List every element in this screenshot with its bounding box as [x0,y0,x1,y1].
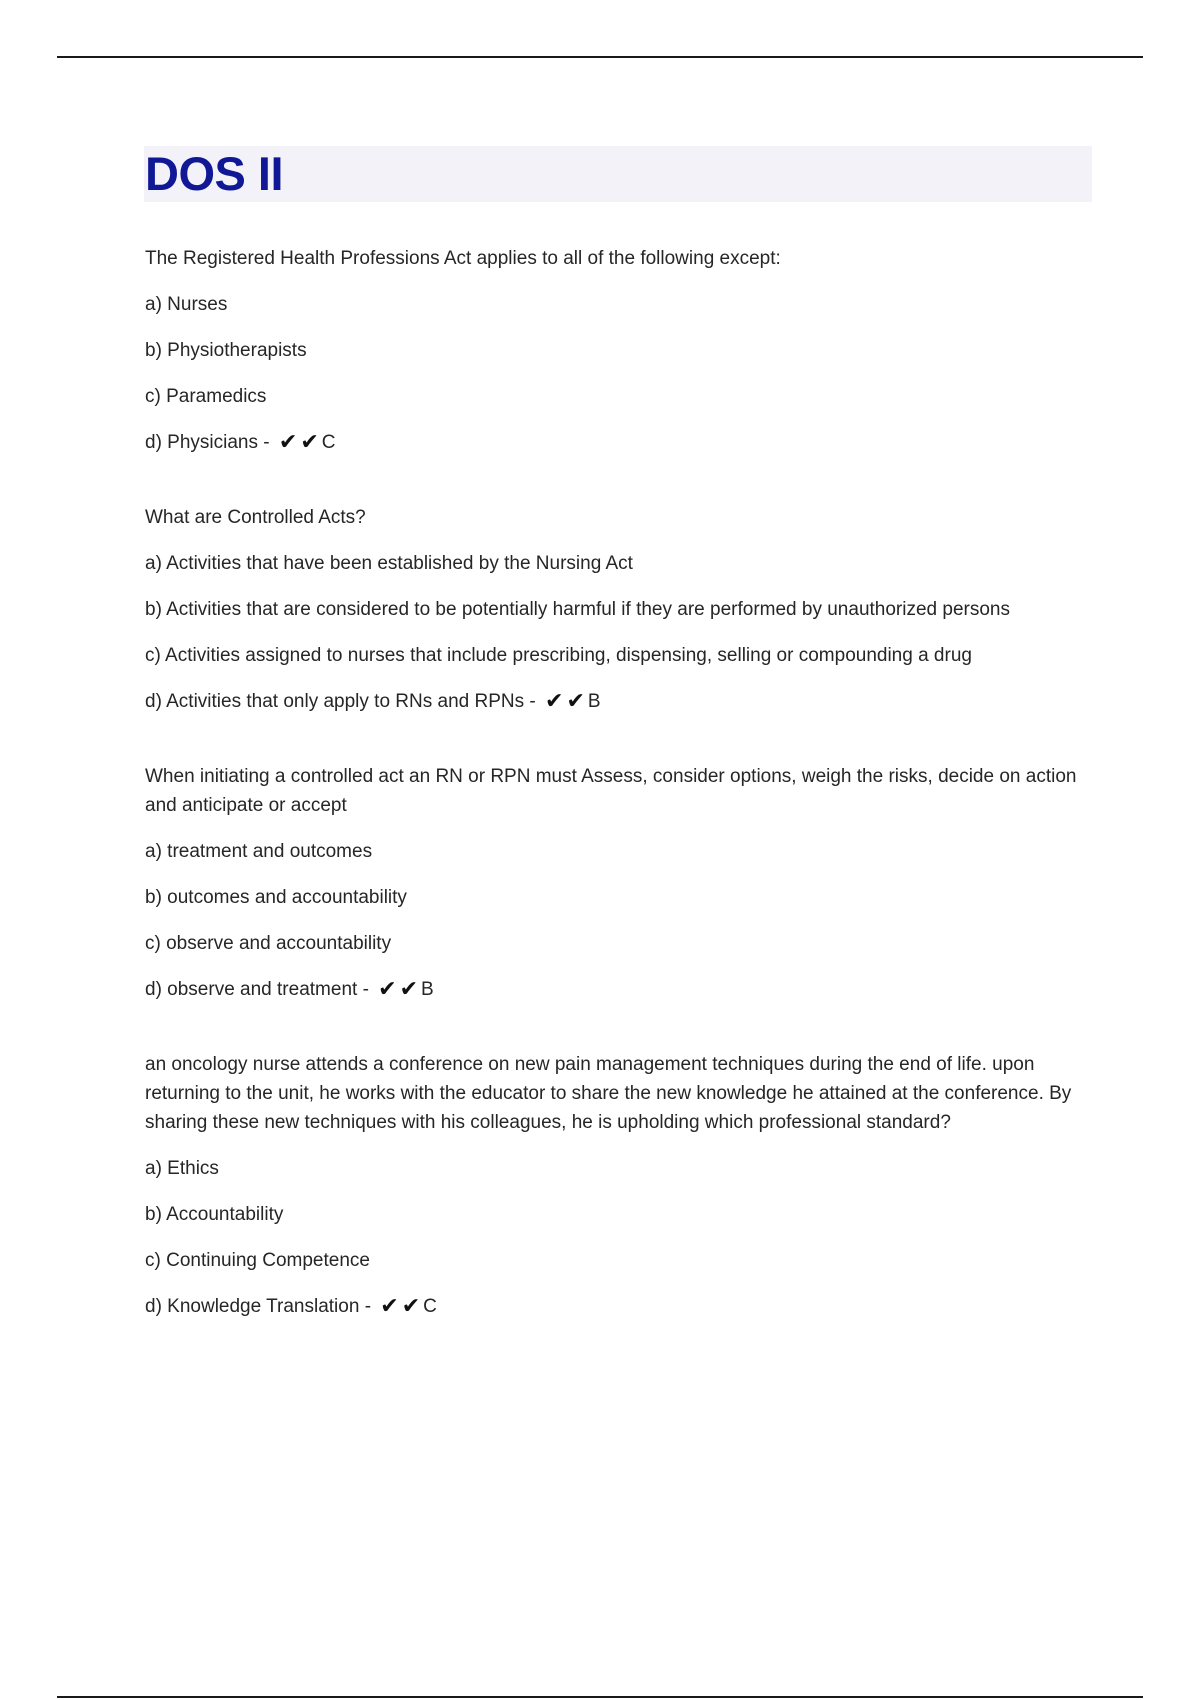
option-a: a) Activities that have been established by the Nursing Act [145,553,633,574]
option-a: a) treatment and outcomes [145,841,373,862]
answer-marks [380,1292,437,1321]
option-d [145,1292,1100,1321]
check-icon: ✔ [300,429,319,454]
question-block [145,762,1100,1004]
option-a: a) Nurses [145,294,228,315]
header-rule [57,56,1143,58]
option-c: c) Continuing Competence [145,1250,370,1271]
answer-letter: B [587,691,601,712]
option-c: c) observe and accountability [145,933,392,954]
answer-letter: C [423,1296,437,1317]
question-text: When initiating a controlled act an RN or RPN must Assess, consider options, weigh the risks, decide on action and anticipate or accept [145,766,1077,816]
answer-letter: B [421,979,434,1000]
footer-rule [57,1696,1143,1698]
document-title: DOS II [145,147,284,200]
answer-marks [378,975,434,1004]
check-icon: ✔ [278,429,298,454]
option-d [145,975,1100,1004]
question-text: an oncology nurse attends a conference on new pain management techniques during the end of life. upon returning to the unit, he works with the educator to share the new knowledge he attained at the conference. By sharing these new techniques with his colleagues, he is upholding which professional standard? [145,1054,1072,1133]
check-icon: ✔ [401,1293,421,1318]
option-a: a) Ethics [145,1158,219,1179]
option-d-text: d) Activities that only apply to RNs and RPNs - [145,691,536,712]
answer-letter: C [321,432,336,453]
check-icon: ✔ [545,688,564,713]
check-icon: ✔ [566,688,585,713]
option-b: b) Physiotherapists [145,340,307,361]
title-banner [144,146,1092,202]
option-b: b) Activities that are considered to be potentially harmful if they are performed by unauthorized persons [145,599,1010,620]
question-list [145,244,1100,1367]
check-icon: ✔ [378,976,397,1001]
answer-marks [279,428,336,457]
check-icon: ✔ [399,976,419,1001]
option-d [145,428,1100,457]
question-block [145,1050,1100,1321]
answer-marks [545,687,601,716]
question-text: The Registered Health Professions Act applies to all of the following except: [145,248,781,269]
question-block [145,503,1100,716]
option-d-text: d) Physicians - [145,432,270,453]
option-b: b) outcomes and accountability [145,887,407,908]
option-d-text: d) observe and treatment - [145,979,369,1000]
option-d [145,687,1100,716]
option-d-text: d) Knowledge Translation - [145,1296,372,1317]
question-block [145,244,1100,457]
check-icon: ✔ [380,1293,399,1318]
question-text: What are Controlled Acts? [145,507,366,528]
option-c: c) Activities assigned to nurses that include prescribing, dispensing, selling or compounding a drug [145,645,972,666]
option-b: b) Accountability [145,1204,284,1225]
option-c: c) Paramedics [145,386,267,407]
